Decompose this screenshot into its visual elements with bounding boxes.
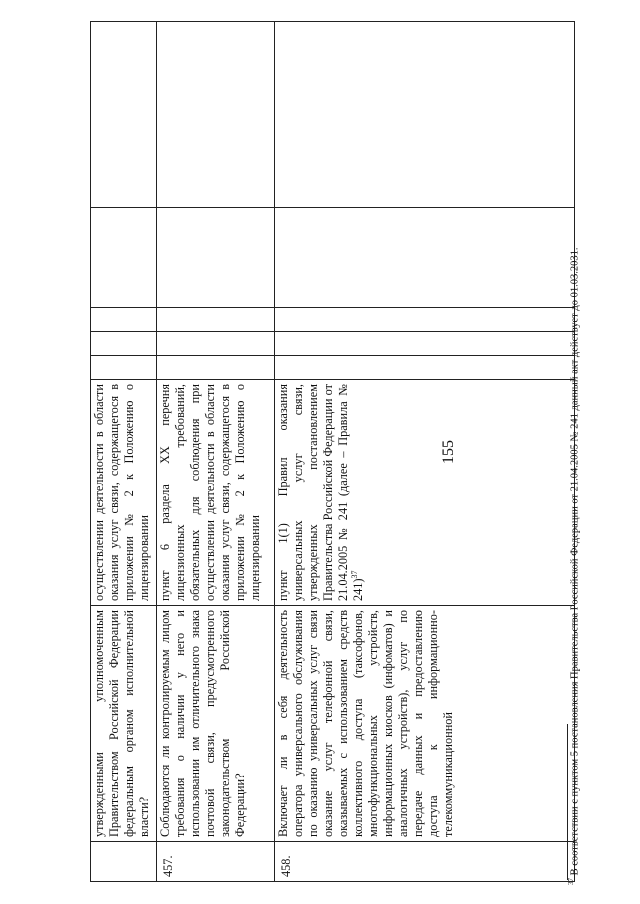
- table-row: [91, 22, 157, 882]
- checklist-table-container: [90, 22, 574, 882]
- answer-cell-yes: [91, 356, 157, 380]
- row-number: [91, 842, 157, 882]
- checklist-table: [90, 21, 575, 882]
- answer-cell-na: [157, 308, 275, 332]
- footnote: [567, 165, 583, 885]
- answer-cell-reason: [157, 208, 275, 308]
- row-question: Соблюдаются ли контролируемым лицом требования о наличии у него и использовании им отличительного знака почтовой связи, предусмотренного законодательством Российской Федерации?: [157, 606, 275, 842]
- answer-cell-no: [157, 332, 275, 356]
- row-reference: [91, 380, 157, 606]
- footnote-text: В соответствии с пунктом 5 постановления Правительства Российской Федерации от 21.04.2005 № 241 данный акт действует до 01.03.2031.: [569, 247, 581, 876]
- row-question: Включает ли в себя деятельность оператора универсального обслуживания по оказанию универсальных услуг связи оказание услуг телефонной связи, оказываемых с использованием средств коллективного доступа (таксофонов, многофункциональных устройств, информационных киосков (инфоматов) и аналогичных устройств), услуг по передаче данных и предоставлению доступа к информационно-телекоммуникационной: [275, 606, 575, 842]
- row-question: утвержденными уполномоченным Правительством Российской Федерации федеральным органом исполнительной власти?: [91, 606, 157, 842]
- row-reference: [275, 380, 575, 606]
- row-number: 458.: [275, 842, 575, 882]
- row-number: 457.: [157, 842, 275, 882]
- table-row: [275, 22, 575, 882]
- answer-cell-na: [91, 308, 157, 332]
- answer-cell-note: [157, 22, 275, 208]
- answer-cell-note: [91, 22, 157, 208]
- footnote-ref: 37: [349, 570, 359, 579]
- answer-cell-no: [275, 332, 575, 356]
- page-number: 155: [440, 440, 457, 464]
- answer-cell-no: [91, 332, 157, 356]
- answer-cell-note: [275, 22, 575, 208]
- answer-cell-reason: [275, 208, 575, 308]
- answer-cell-na: [275, 308, 575, 332]
- reference-text: пункт 6 раздела XX перечня лицензионных требований, обязательных для соблюдения при осуществлении деятельности в области оказания услуг связи, содержащегося в приложении № 2 к Положению о лицензировании: [158, 384, 262, 601]
- table-row: [157, 22, 275, 882]
- answer-cell-reason: [91, 208, 157, 308]
- reference-text: пункт 1(1) Правил оказания универсальных услуг связи, утвержденных постановлением Правительства Российской Федерации от 21.04.2005 № 241 (далее – Правила № 241): [276, 384, 365, 601]
- footnote-marker: 37: [567, 878, 575, 885]
- reference-text: осуществлении деятельности в области оказания услуг связи, содержащегося в приложении № 2 к Положению о лицензировании: [92, 384, 151, 601]
- row-reference: [157, 380, 275, 606]
- answer-cell-yes: [275, 356, 575, 380]
- answer-cell-yes: [157, 356, 275, 380]
